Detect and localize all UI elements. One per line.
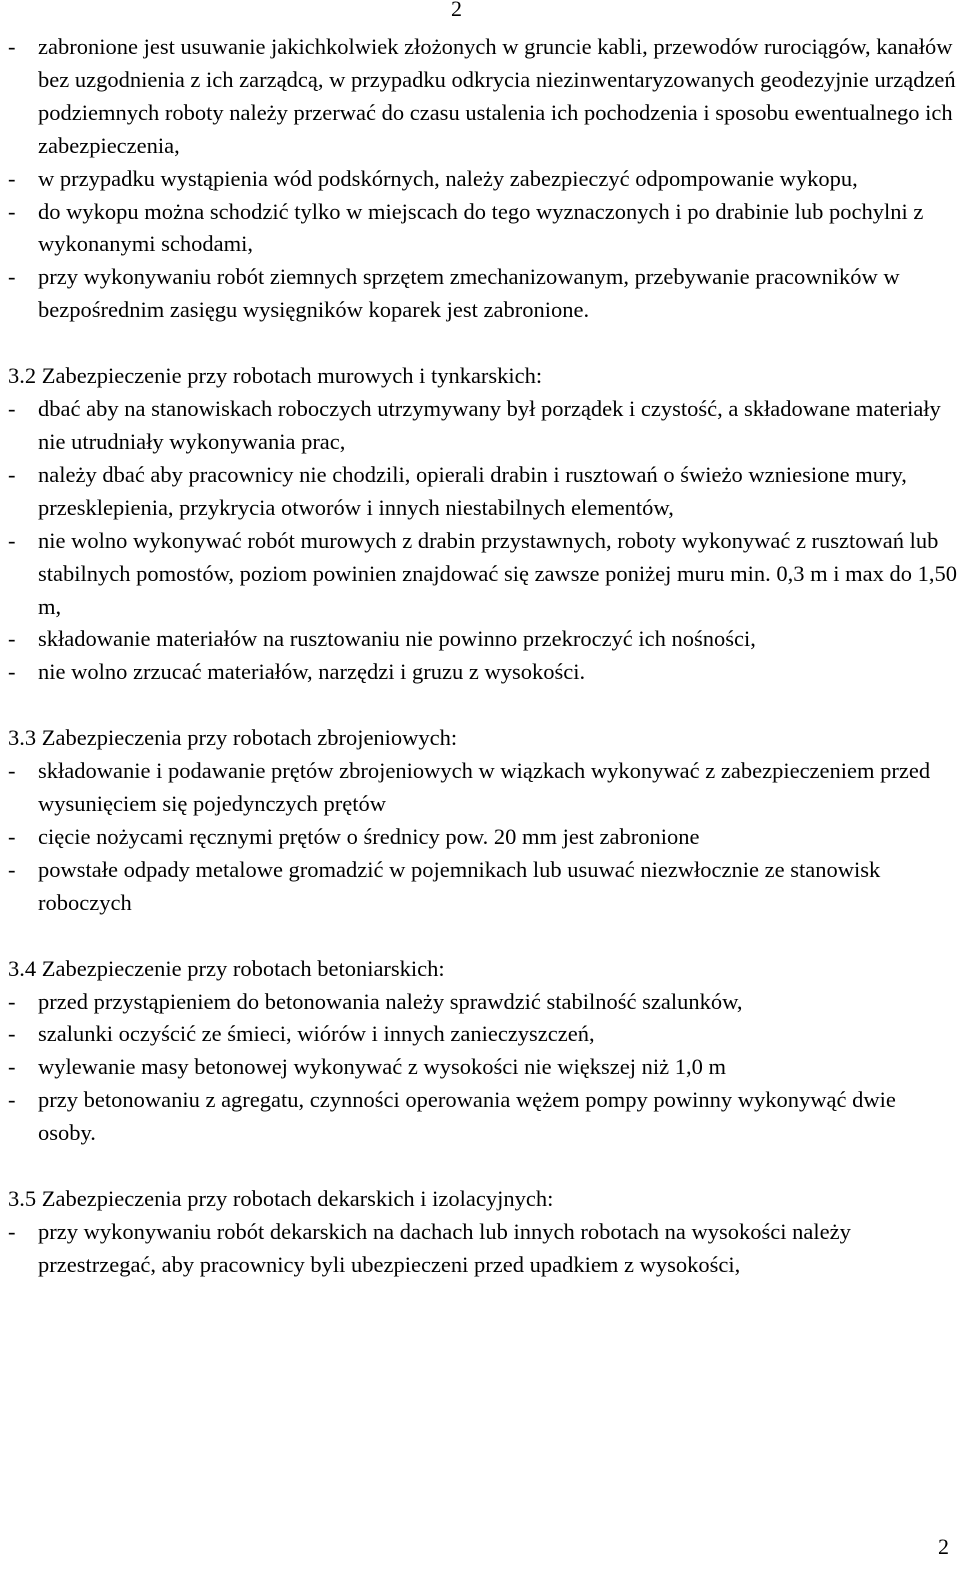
bullet-dash: - [8, 264, 16, 290]
list-item-text: cięcie nożycami ręcznymi prętów o średnicy pow. 20 mm jest zabronione [38, 823, 700, 849]
list-item [8, 1051, 958, 1084]
list-item-text: składowanie materiałów na rusztowaniu nie powinno przekroczyć ich nośności, [38, 626, 756, 652]
list-item-text: zabronione jest usuwanie jakichkolwiek złożonych w gruncie kabli, przewodów rurociągów, kanałów bez uzgodnienia z ich zarządcą, w przypadku odkrycia niezinwentaryzowanych geodezyjnie urządzeń podziemnych roboty należy przerwać do czasu ustalenia ich pochodzenia i sposobu ewentualnego ich zabezpieczenia, [38, 34, 956, 158]
list-item [8, 261, 958, 327]
page-number-bottom: 2 [938, 1534, 949, 1559]
list-item-text: przy wykonywaniu robót ziemnych sprzętem zmechanizowanym, przebywanie pracowników w bezpośrednim zasięgu wysięgników koparek jest zabronione. [38, 264, 900, 323]
bullet-dash: - [8, 1021, 16, 1047]
list-item [8, 986, 958, 1019]
section-heading: 3.2 Zabezpieczenie przy robotach murowych i tynkarskich: [8, 363, 543, 389]
section-3-3 [8, 722, 958, 919]
list-item-text: nie wolno zrzucać materiałów, narzędzi i gruzu z wysokości. [38, 659, 586, 685]
list-item [8, 656, 958, 689]
section-3-2 [8, 360, 958, 689]
bullet-dash: - [8, 198, 16, 224]
list-item [8, 755, 958, 821]
bullet-dash: - [8, 758, 16, 784]
list-item [8, 854, 958, 920]
list-item-text: nie wolno wykonywać robót murowych z drabin przystawnych, roboty wykonywać z rusztowań lub stabilnych pomostów, poziom powinien znajdować się zawsze poniżej muru min. 0,3 m i max do 1,50 m, [38, 527, 957, 619]
section-excavation [8, 31, 958, 327]
list-item-text: należy dbać aby pracownicy nie chodzili, opierali drabin i rusztowań o świeżo wzniesione mury, przesklepienia, przykrycia otworów i innych niestabilnych elementów, [38, 461, 907, 520]
bullet-dash: - [8, 461, 16, 487]
list-item [8, 459, 958, 525]
section-3-5 [8, 1183, 958, 1282]
bullet-dash: - [8, 856, 16, 882]
list-item [8, 1216, 958, 1282]
list-item-text: przy betonowaniu z agregatu, czynności operowania wężem pompy powinny wykonywąć dwie osoby. [38, 1087, 896, 1146]
bullet-dash: - [8, 823, 16, 849]
bullet-dash: - [8, 396, 16, 422]
list-item-text: do wykopu można schodzić tylko w miejscach do tego wyznaczonych i po drabinie lub pochylni z wykonanymi schodami, [38, 198, 924, 257]
list-item [8, 623, 958, 656]
bullet-dash: - [8, 626, 16, 652]
list-item [8, 31, 958, 163]
list-item-text: przed przystąpieniem do betonowania należy sprawdzić stabilność szalunków, [38, 988, 743, 1014]
list-item [8, 1018, 958, 1051]
list-item-text: szalunki oczyścić ze śmieci, wiórów i innych zanieczyszczeń, [38, 1021, 595, 1047]
document-body [8, 31, 958, 1282]
list-item [8, 393, 958, 459]
list-item-text: składowanie i podawanie prętów zbrojeniowych w wiązkach wykonywać z zabezpieczeniem przed wysunięciem się pojedynczych prętów [38, 758, 931, 817]
list-item-text: przy wykonywaniu robót dekarskich na dachach lub innych robotach na wysokości należy przestrzegać, aby pracownicy byli ubezpieczeni przed upadkiem z wysokości, [38, 1219, 851, 1277]
bullet-dash: - [8, 1219, 16, 1244]
list-item-text: dbać aby na stanowiskach roboczych utrzymywany był porządek i czystość, a składowane materiały nie utrudniały wykonywania prac, [38, 396, 941, 454]
bullet-dash: - [8, 527, 16, 553]
list-item-text: w przypadku wystąpienia wód podskórnych, należy zabezpieczyć odpompowanie wykopu, [38, 165, 858, 191]
section-heading: 3.4 Zabezpieczenie przy robotach betoniarskich: [8, 955, 445, 981]
list-item [8, 525, 958, 624]
list-item [8, 821, 958, 854]
page-number-top: 2 [451, 0, 462, 21]
list-item [8, 163, 958, 196]
list-item-text: wylewanie masy betonowej wykonywać z wysokości nie większej niż 1,0 m [38, 1054, 726, 1080]
list-item [8, 196, 958, 262]
bullet-dash: - [8, 1087, 16, 1113]
bullet-dash: - [8, 1054, 16, 1080]
list-item-text: powstałe odpady metalowe gromadzić w pojemnikach lub usuwać niezwłocznie ze stanowisk roboczych [38, 856, 881, 915]
bullet-dash: - [8, 988, 16, 1014]
bullet-dash: - [8, 659, 16, 685]
section-3-4 [8, 953, 958, 1150]
section-heading: 3.3 Zabezpieczenia przy robotach zbrojeniowych: [8, 725, 458, 751]
bullet-dash: - [8, 34, 16, 59]
section-heading: 3.5 Zabezpieczenia przy robotach dekarskich i izolacyjnych: [8, 1186, 554, 1212]
bullet-dash: - [8, 165, 16, 191]
list-item [8, 1084, 958, 1150]
